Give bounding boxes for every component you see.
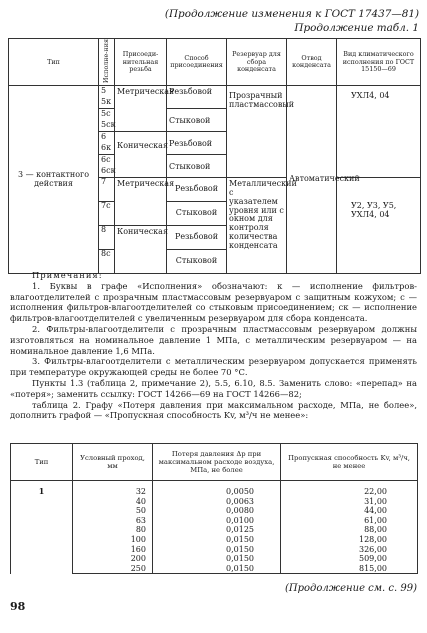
capacity-cell: 44,00 <box>281 506 418 516</box>
drain-cell: Автоматический <box>287 86 337 274</box>
note-item: 3. Фильтры-влагоотделители с металлическим резервуаром допускается применять при температуре окружающей среды не более 70 °С. <box>10 356 417 378</box>
table-header-row <box>11 444 418 481</box>
capacity-cell: 61,00 <box>281 516 418 526</box>
col-header-thread: Присоеди-нительная резьба <box>115 39 167 86</box>
col-header-type: Тип <box>11 444 73 481</box>
exec-cell: 5с <box>99 109 115 121</box>
col-header-climate: Вид климатического исполнения по ГОСТ 15150—69 <box>337 39 421 86</box>
table-row <box>11 564 418 574</box>
thread-cell: Метрическая <box>115 178 167 226</box>
table-row <box>11 545 418 555</box>
table-row <box>11 516 418 526</box>
bore-cell: 160 <box>73 545 153 555</box>
table-header-row <box>9 39 421 86</box>
capacity-cell: 31,00 <box>281 497 418 507</box>
col-header-type: Тип <box>9 39 99 86</box>
reservoir-cell: Прозрачный пластмассовый <box>227 86 287 178</box>
exec-cell: 5ск <box>99 120 115 132</box>
exec-cell: 6 <box>99 132 115 144</box>
exec-cell: 7с <box>99 202 115 226</box>
table-row <box>11 506 418 516</box>
thread-cell: Коническая <box>115 226 167 274</box>
col-header-exec-text: Исполне-ния <box>101 39 110 84</box>
method-cell: Резьбовой <box>167 226 227 250</box>
loss-cell: 0,0150 <box>153 554 281 564</box>
method-cell: Стыковой <box>167 202 227 226</box>
notes-title: Примечания: <box>32 270 103 280</box>
table-2-addition <box>10 443 418 574</box>
col-header-drain: Отвод конденсата <box>287 39 337 86</box>
col-header-bore: Условный проход, мм <box>73 444 153 481</box>
method-cell: Стыковой <box>167 109 227 132</box>
loss-cell: 0,0125 <box>153 525 281 535</box>
continued-note: (Продолжение см. с. 99) <box>284 583 417 594</box>
note-item: 2. Фильтры-влагоотделители с прозрачным пластмассовым резервуаром должны изготовляться на номинальное давление 1 МПа, с металлическим резервуаром — на номинальное давление 1,6 МПа. <box>10 323 417 356</box>
bore-cell: 80 <box>73 525 153 535</box>
loss-cell: 0,0150 <box>153 535 281 545</box>
loss-cell: 0,0063 <box>153 497 281 507</box>
bore-cell: 32 <box>73 481 153 497</box>
thread-cell: Метрическая <box>115 86 167 132</box>
exec-cell: 7 <box>99 178 115 202</box>
notes-section <box>10 270 417 421</box>
bore-cell: 250 <box>73 564 153 574</box>
continuation-header: (Продолжение изменения к ГОСТ 17437—81) <box>164 8 419 20</box>
capacity-cell: 509,00 <box>281 554 418 564</box>
col-header-method: Способ присоединения <box>167 39 227 86</box>
exec-cell: 5 <box>99 86 115 98</box>
exec-cell: 5к <box>99 97 115 109</box>
exec-cell: 8с <box>99 250 115 274</box>
table-row <box>11 497 418 507</box>
type-cell: 3 — контактного действия <box>9 86 99 274</box>
bore-cell: 50 <box>73 506 153 516</box>
exec-cell: 6ск <box>99 166 115 178</box>
col-header-loss: Потеря давления Δp при максимальном расходе воздуха, МПа, не более <box>153 444 281 481</box>
method-cell: Резьбовой <box>167 132 227 155</box>
table-1-continuation <box>8 38 421 274</box>
col-header-capacity: Пропускная способность Kv, м³/ч, не менее <box>281 444 418 481</box>
loss-cell: 0,0150 <box>153 545 281 555</box>
table-row <box>11 554 418 564</box>
col-header-exec <box>99 39 115 86</box>
bore-cell: 200 <box>73 554 153 564</box>
method-cell: Стыковой <box>167 250 227 274</box>
loss-cell: 0,0050 <box>153 481 281 497</box>
table-row <box>11 525 418 535</box>
table-row <box>11 535 418 545</box>
loss-cell: 0,0150 <box>153 564 281 574</box>
page-number: 98 <box>10 600 26 613</box>
capacity-cell: 326,00 <box>281 545 418 555</box>
bore-cell: 63 <box>73 516 153 526</box>
note-item: 1. Буквы в графе «Исполнения» обозначают: к — исполнение фильтров-влагоотделителей с прозрачным пластмассовым резервуаром с защитным кожухом; с — исполнения фильтров-влагоотделителей со стыковым присоединением; ск — исполнение фильтров-влагоотделителей с увеличенным резервуаром для сбора конденсата. <box>10 280 417 324</box>
reservoir-cell: Металлический с указателем уровня или с окном для контроля количества конденсата <box>227 178 287 274</box>
col-header-reservoir: Резервуар для сбора конденсата <box>227 39 287 86</box>
exec-cell: 6с <box>99 155 115 167</box>
loss-cell: 0,0100 <box>153 516 281 526</box>
climate-cell: УХЛ4, 04 <box>337 86 421 178</box>
method-cell: Стыковой <box>167 155 227 178</box>
capacity-cell: 88,00 <box>281 525 418 535</box>
table-continuation-label: Продолжение табл. 1 <box>294 22 419 34</box>
method-cell: Резьбовой <box>167 178 227 202</box>
table-row <box>11 481 418 497</box>
exec-cell: 6к <box>99 143 115 155</box>
climate-cell: У2, У3, У5, УХЛ4, 04 <box>337 178 421 274</box>
thread-cell: Коническая <box>115 132 167 178</box>
capacity-cell: 22,00 <box>281 481 418 497</box>
amendment-paragraph: Пункты 1.3 (таблица 2, примечание 2), 5.5, 6.10, 8.5. Заменить слово: «перепад» на «потеря»; заменить ссылку: ГОСТ 14266—69 на ГОСТ 14266—82; <box>10 377 417 399</box>
amendment-paragraph: таблица 2. Графу «Потеря давления при максимальном расходе, МПа, не более», дополнить графой — «Пропускная способность Kv, м³/ч не менее»: <box>10 399 417 421</box>
capacity-cell: 128,00 <box>281 535 418 545</box>
type-cell: 1 <box>11 481 73 574</box>
loss-cell: 0,0080 <box>153 506 281 516</box>
method-cell: Резьбовой <box>167 86 227 109</box>
exec-cell: 8 <box>99 226 115 250</box>
capacity-cell: 815,00 <box>281 564 418 574</box>
bore-cell: 100 <box>73 535 153 545</box>
bore-cell: 40 <box>73 497 153 507</box>
